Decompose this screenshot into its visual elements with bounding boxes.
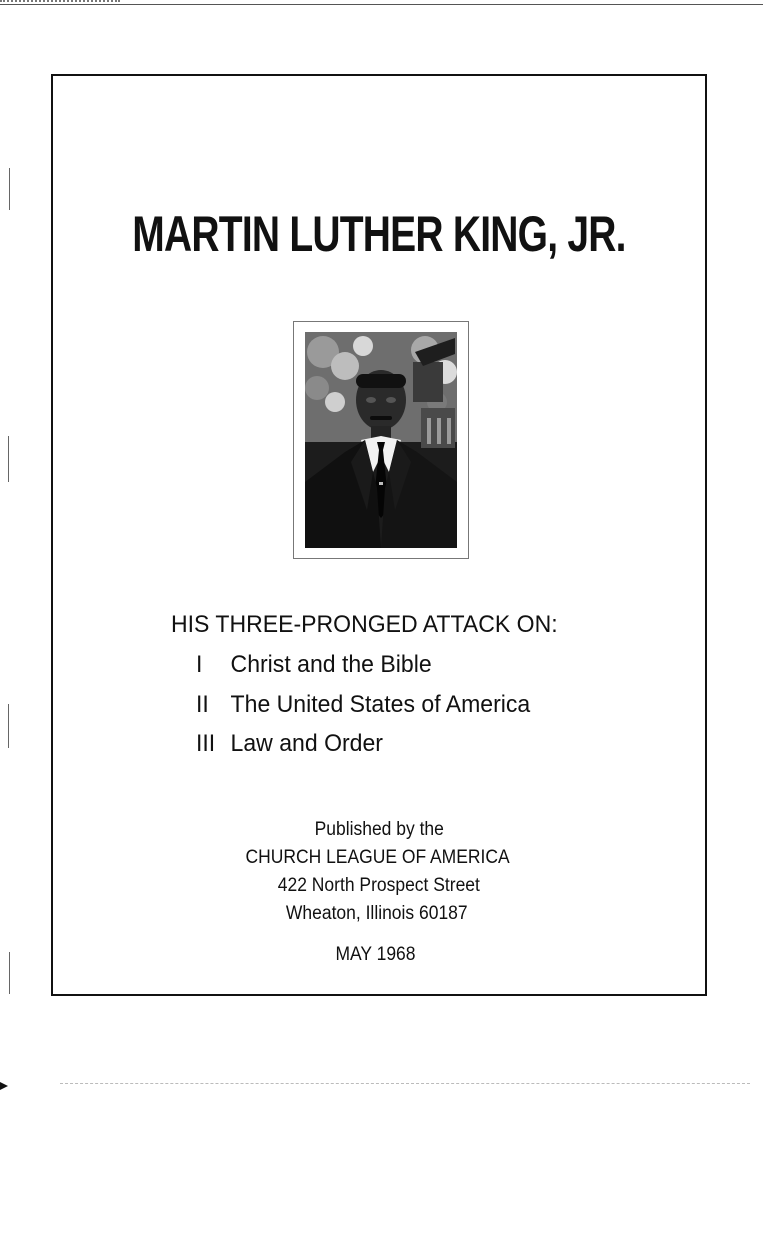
page-edge-arrow-icon [0,1082,8,1090]
published-by-line [0,818,758,842]
attack-item-1 [196,650,432,680]
portrait-frame [293,321,469,559]
portrait-image [305,332,457,548]
organization-line [0,846,756,870]
organization-text: CHURCH LEAGUE OF AMERICA [245,847,511,868]
street-text: 422 North Prospect Street [277,875,481,896]
bottom-scan-dots [60,1083,750,1084]
subtitle-heading: HIS THREE-PRONGED ATTACK ON: [171,611,558,638]
portrait-photo [305,332,457,548]
publication-date-text: MAY 1968 [335,944,416,965]
margin-mark-1 [9,168,10,210]
attack-item-3 [196,729,383,759]
attack-text: The United States of America [230,691,531,718]
attack-numeral: III [196,730,216,757]
street-line [0,874,758,898]
top-edge-dashes [0,0,120,2]
attack-numeral: I [196,651,203,678]
margin-mark-3 [8,704,9,748]
attack-numeral: II [196,691,209,718]
city-line [0,902,754,926]
attack-item-2 [196,690,530,720]
attack-text: Law and Order [230,730,383,757]
publication-date-line [0,943,751,967]
attack-text: Christ and the Bible [230,651,432,678]
city-text: Wheaton, Illinois 60187 [286,903,468,924]
published-by-text: Published by the [314,819,444,840]
margin-mark-2 [8,436,9,482]
cover-title: MARTIN LUTHER KING, JR. [132,206,626,262]
top-edge-rule [0,4,763,5]
